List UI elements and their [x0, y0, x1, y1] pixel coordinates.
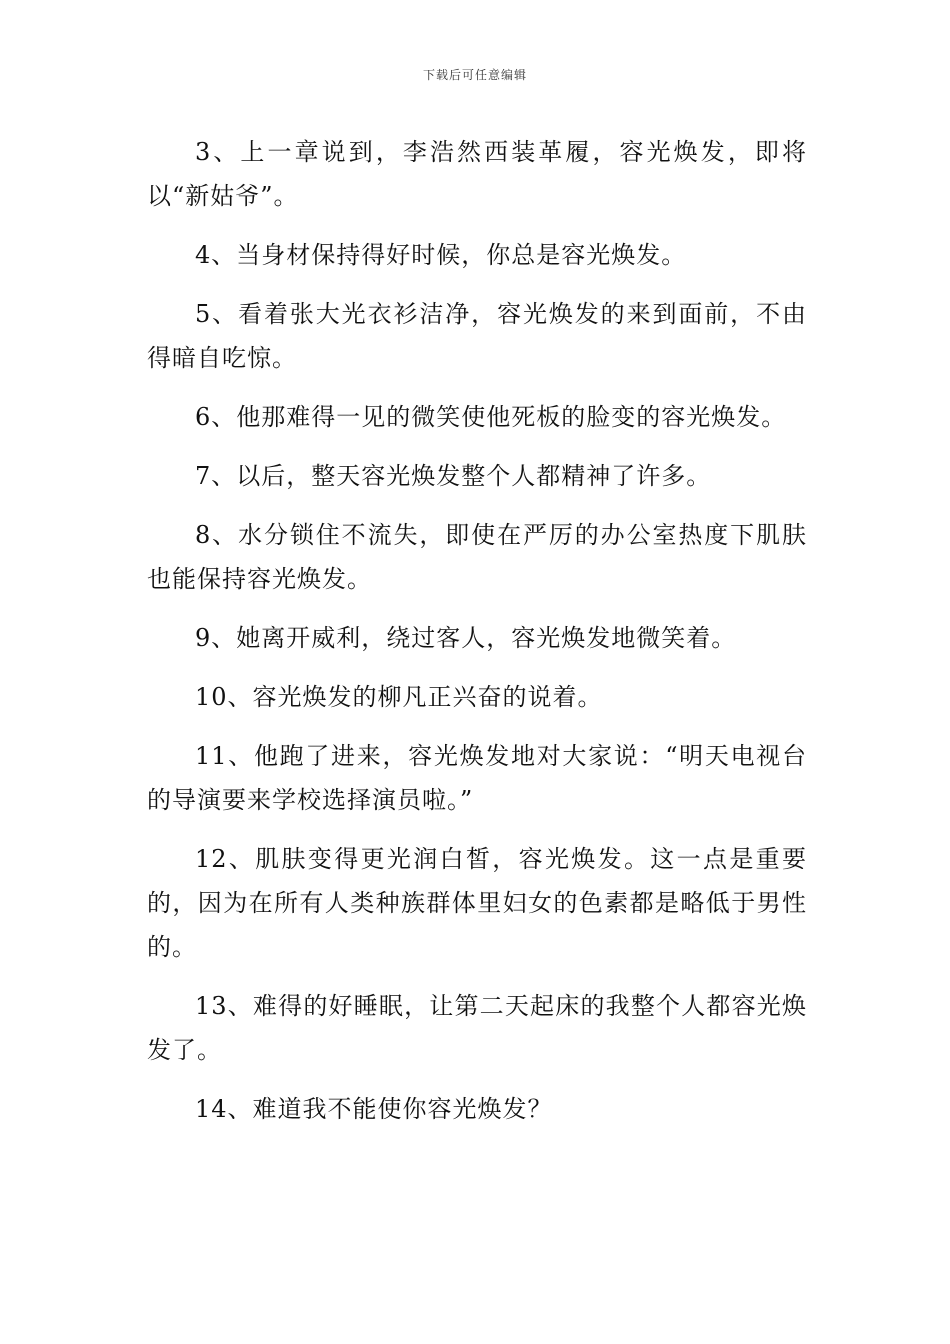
paragraph-11: 11、他跑了进来，容光焕发地对大家说：“明天电视台的导演要来学校选择演员啦。” [147, 742, 807, 814]
paragraph-12: 12、肌肤变得更光润白皙，容光焕发。这一点是重要的，因为在所有人类种族群体里妇女的色素都是略低于男性的。 [147, 845, 807, 961]
paragraph-5: 5、看着张大光衣衫洁净，容光焕发的来到面前，不由得暗自吃惊。 [147, 300, 807, 372]
paragraph-10: 10、容光焕发的柳凡正兴奋的说着。 [195, 683, 603, 711]
paragraph-8: 8、水分锁住不流失，即使在严厉的办公室热度下肌肤也能保持容光焕发。 [147, 521, 807, 593]
paragraph-14: 14、难道我不能使你容光焕发？ [195, 1095, 553, 1123]
paragraph-9: 9、她离开威利，绕过客人，容光焕发地微笑着。 [195, 624, 737, 652]
paragraph-13: 13、难得的好睡眠，让第二天起床的我整个人都容光焕发了。 [147, 992, 807, 1064]
document-body [147, 130, 807, 1146]
paragraph-3: 3、上一章说到，李浩然西装革履，容光焕发，即将以“新姑爷”。 [147, 138, 807, 210]
paragraph-6: 6、他那难得一见的微笑使他死板的脸变的容光焕发。 [195, 403, 787, 431]
page-header: 下载后可任意编辑 [422, 68, 527, 82]
paragraph-7: 7、以后，整天容光焕发整个人都精神了许多。 [195, 462, 712, 490]
paragraph-4: 4、当身材保持得好时候，你总是容光焕发。 [195, 241, 687, 269]
